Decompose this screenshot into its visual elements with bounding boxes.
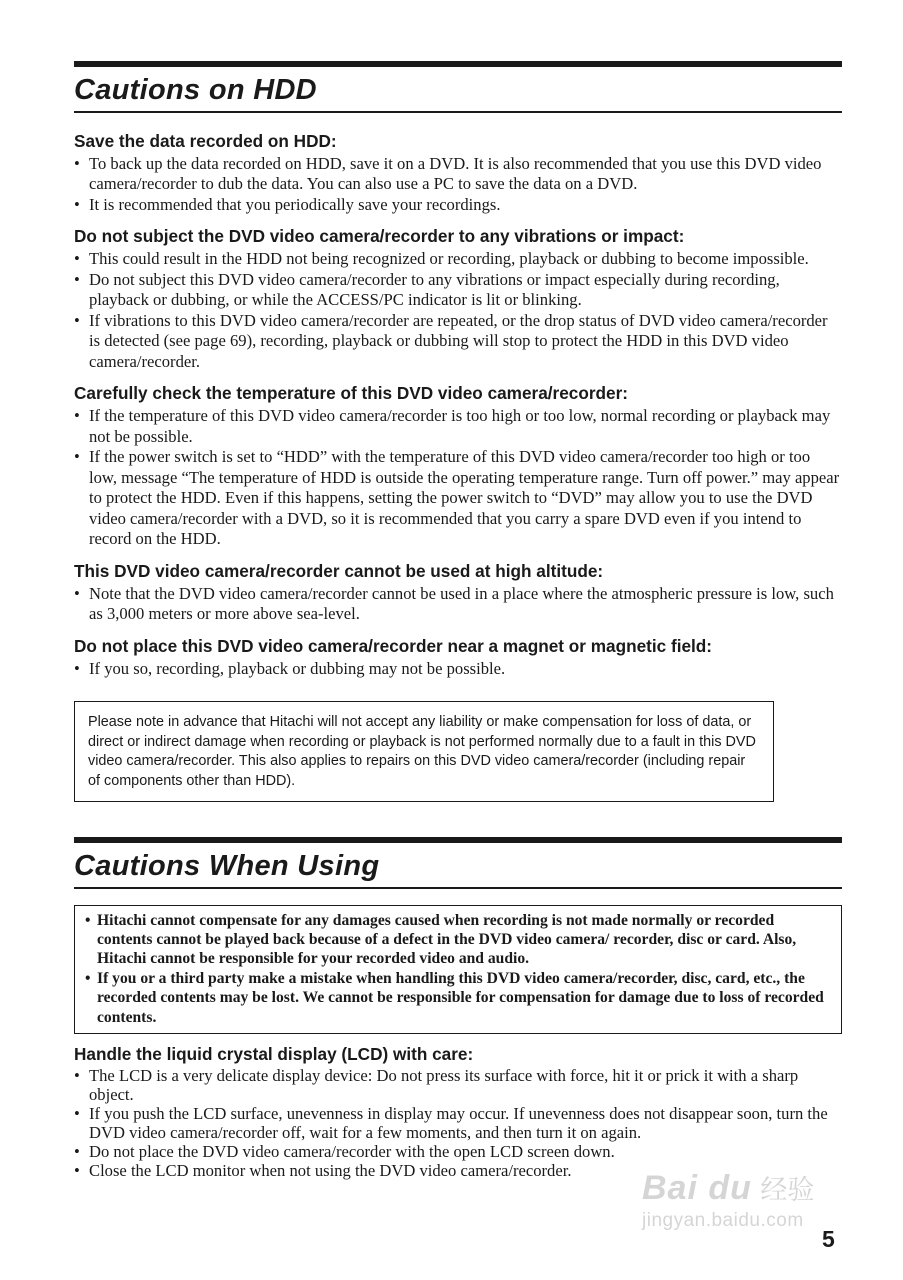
list-item: • If the power switch is set to “HDD” with the temperature of this DVD video camera/recorder too high or too low, message “The temperature of HDD is outside the operating temperature range. Turn off power.” may appear to protect the HDD. Even if this happens, setting the power switch to “DVD” may allow you to use the DVD video camera/recorder with a DVD, so it is recommended that you carry a spare DVD even if you intend to record on the HDD.: [74, 447, 842, 550]
manual-page: [74, 0, 842, 1180]
baidu-watermark: [642, 1168, 847, 1248]
list-item: • Note that the DVD video camera/recorder cannot be used in a place where the atmospheric pressure is low, such as 3,000 meters or more above sea-level.: [74, 584, 842, 625]
section-rule-thin: [74, 111, 842, 113]
section-rule-thick: [74, 837, 842, 843]
bullet-list: [74, 584, 842, 625]
list-item: • If vibrations to this DVD video camera/recorder are repeated, or the drop status of DVD video camera/recorder is detected (see page 69), recording, playback or dubbing will stop to protect the HDD in this DVD video camera/recorder.: [74, 311, 842, 373]
bullet-list: [74, 659, 842, 680]
list-item: • It is recommended that you periodically save your recordings.: [74, 195, 842, 216]
list-item: • Close the LCD monitor when not using the DVD video camera/recorder.: [74, 1161, 842, 1180]
bullet-list: [74, 406, 842, 550]
subheading: Do not place this DVD video camera/recorder near a magnet or magnetic field:: [74, 635, 713, 656]
section-title: Cautions on HDD: [74, 74, 317, 106]
group-save-data: [74, 131, 842, 216]
section-cautions-on-hdd-header: [74, 61, 842, 113]
bullet-list: [74, 249, 842, 372]
warning-box: [74, 905, 842, 1034]
bullet-list: [74, 1066, 842, 1180]
group-altitude: [74, 561, 842, 625]
subheading: This DVD video camera/recorder cannot be used at high altitude:: [74, 560, 604, 581]
list-item: • This could result in the HDD not being recognized or recording, playback or dubbing to become impossible.: [74, 249, 842, 270]
list-item: • If you so, recording, playback or dubbing may not be possible.: [74, 659, 842, 680]
list-item: • Do not subject this DVD video camera/recorder to any vibrations or impact especially during recording, playback or dubbing, or while the ACCESS/PC indicator is lit or blinking.: [74, 270, 842, 311]
section-rule-thick: [74, 61, 842, 67]
subheading: Do not subject the DVD video camera/recorder to any vibrations or impact:: [74, 226, 685, 246]
section-cautions-when-using-header: [74, 837, 842, 889]
watermark-url: jingyan.baidu.com: [642, 1210, 804, 1231]
section-rule-thin: [74, 887, 842, 889]
warning-item: • Hitachi cannot compensate for any damages caused when recording is not made normally or recorded contents cannot be played back because of a defect in the DVD video camera/ recorder, disc or card. Also, Hitachi cannot be responsible for your recorded video and audio.: [85, 911, 829, 969]
subheading: Save the data recorded on HDD:: [74, 130, 337, 151]
group-vibrations: [74, 226, 842, 372]
list-item: • If the temperature of this DVD video camera/recorder is too high or too low, normal recording or playback may not be possible.: [74, 406, 842, 447]
subheading: Handle the liquid crystal display (LCD) with care:: [74, 1043, 474, 1064]
bullet-list: [74, 154, 842, 216]
warning-item: • If you or a third party make a mistake when handling this DVD video camera/recorder, disc, card, etc., the recorded contents may be lost. We cannot be responsible for compensation for damage due to loss of recorded contents.: [85, 969, 829, 1027]
group-magnet: [74, 636, 842, 680]
subheading: Carefully check the temperature of this DVD video camera/recorder:: [74, 383, 629, 403]
page-number: 5: [822, 1226, 835, 1252]
list-item: • If you push the LCD surface, unevenness in display may occur. If unevenness does not disappear soon, turn the DVD video camera/recorder off, wait for a few moments, and then turn it on again.: [74, 1104, 842, 1142]
group-temperature: [74, 383, 842, 550]
list-item: • The LCD is a very delicate display device: Do not press its surface with force, hit it or prick it with a sharp object.: [74, 1066, 842, 1104]
watermark-logo: Bai du: [642, 1169, 752, 1207]
liability-note-text: Please note in advance that Hitachi will not accept any liability or make compensation for loss of data, or direct or indirect damage when recording or playback is not performed normally due to a fault in this DVD video camera/recorder. This also applies to repairs on this DVD video camera/recorder (including repair of components other than HDD).: [88, 714, 756, 789]
section-title: Cautions When Using: [74, 850, 380, 882]
watermark-cn: 经验: [760, 1175, 815, 1205]
list-item: • To back up the data recorded on HDD, save it on a DVD. It is also recommended that you use this DVD video camera/recorder to dub the data. You can also use a PC to save the data on a DVD.: [74, 154, 842, 195]
liability-note-box: [74, 701, 774, 802]
list-item: • Do not place the DVD video camera/recorder with the open LCD screen down.: [74, 1142, 842, 1161]
warning-list: [85, 911, 829, 1027]
group-lcd: [74, 1044, 842, 1180]
